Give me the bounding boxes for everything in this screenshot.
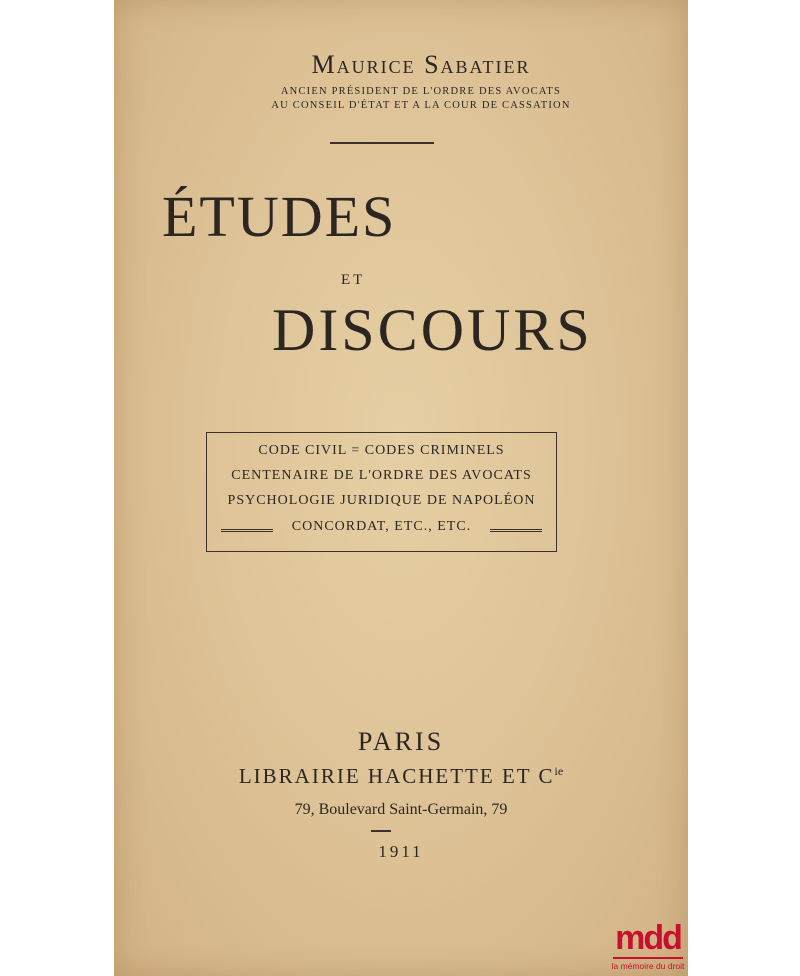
title-part-2: DISCOURS [272, 297, 593, 363]
title-part-1: ÉTUDES [162, 184, 397, 249]
contents-line: CENTENAIRE DE L'ORDRE DES AVOCATS [231, 468, 532, 483]
contents-box [206, 432, 557, 552]
contents-line: CODE CIVIL = CODES CRIMINELS [258, 443, 505, 458]
author-credential-line-1: ANCIEN PRÉSIDENT DE L'ORDRE DES AVOCATS [280, 86, 562, 97]
author-name: Maurice Sabatier [311, 50, 531, 79]
publisher-name: LIBRAIRIE HACHETTE ET C [238, 764, 555, 788]
logo-underline [613, 957, 683, 959]
double-rule-right [490, 529, 542, 532]
logo-mark: mdd [615, 919, 681, 957]
imprint-city: PARIS [357, 727, 445, 756]
imprint-dash [371, 830, 391, 832]
imprint-address: 79, Boulevard Saint-Germain, 79 [294, 801, 508, 818]
author-credential-line-2: AU CONSEIL D'ÉTAT ET A LA COUR DE CASSATION [271, 100, 571, 111]
publisher-suffix: ie [554, 764, 564, 778]
logo-tagline: la mémoire du droit [611, 961, 685, 971]
contents-line: CONCORDAT, ETC., ETC. [291, 519, 472, 534]
imprint-year: 1911 [378, 842, 424, 861]
divider-rule [330, 142, 434, 144]
title-connector: ET [341, 272, 366, 288]
book-title-page [114, 0, 688, 976]
watermark-logo [606, 920, 690, 976]
imprint-publisher [114, 764, 688, 789]
contents-line: PSYCHOLOGIE JURIDIQUE DE NAPOLÉON [227, 493, 536, 508]
